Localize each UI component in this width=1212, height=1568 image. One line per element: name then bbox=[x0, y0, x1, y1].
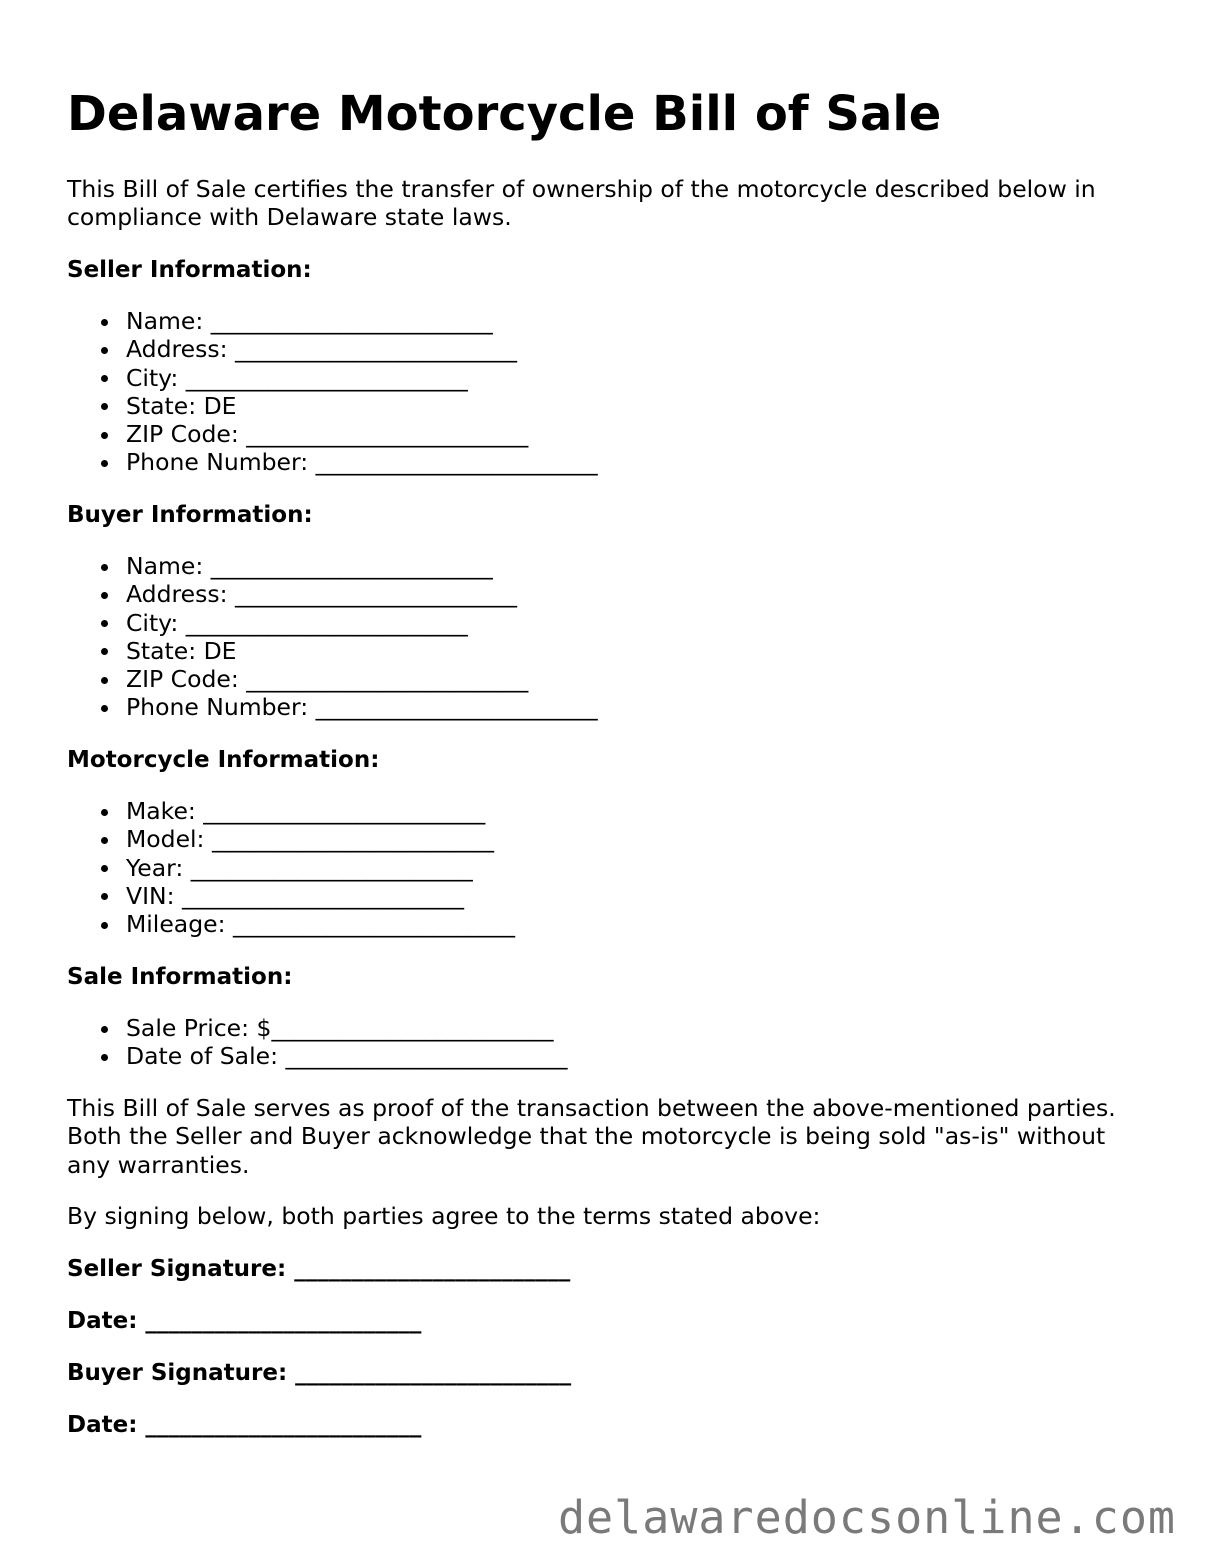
buyer-zip-field[interactable]: ZIP Code: ________________________ bbox=[67, 665, 598, 693]
buyer-info-heading: Buyer Information: bbox=[67, 502, 313, 528]
intro-paragraph: This Bill of Sale certifies the transfer of ownership of the motorcycle described below in compliance with Delaware state laws. bbox=[67, 175, 1096, 232]
seller-city-field[interactable]: City: ________________________ bbox=[67, 364, 598, 392]
seller-address-field[interactable]: Address: ________________________ bbox=[67, 335, 598, 363]
seller-info-heading: Seller Information: bbox=[67, 257, 312, 283]
sale-date-field[interactable]: Date of Sale: ________________________ bbox=[67, 1042, 567, 1070]
buyer-signature-line[interactable]: Buyer Signature: ________________________ bbox=[67, 1360, 572, 1386]
seller-zip-field[interactable]: ZIP Code: ________________________ bbox=[67, 420, 598, 448]
motorcycle-vin-field[interactable]: VIN: ________________________ bbox=[67, 882, 515, 910]
buyer-city-field[interactable]: City: ________________________ bbox=[67, 609, 598, 637]
seller-date-line[interactable]: Date: ________________________ bbox=[67, 1308, 422, 1334]
motorcycle-info-list bbox=[67, 797, 515, 938]
sale-info-heading: Sale Information: bbox=[67, 964, 293, 990]
motorcycle-model-field[interactable]: Model: ________________________ bbox=[67, 825, 515, 853]
buyer-state-field: State: DE bbox=[67, 637, 598, 665]
seller-info-list bbox=[67, 307, 598, 477]
statement-paragraph: This Bill of Sale serves as proof of the transaction between the above-mentioned parties. Both the Seller and Buyer acknowledge that the motorcycle is being sold "as-is" without any warranties. bbox=[67, 1094, 1116, 1179]
sale-price-field[interactable]: Sale Price: $________________________ bbox=[67, 1014, 567, 1042]
seller-phone-field[interactable]: Phone Number: ________________________ bbox=[67, 448, 598, 476]
page-title: Delaware Motorcycle Bill of Sale bbox=[67, 86, 942, 142]
watermark: delawaredocsonline.com bbox=[557, 1491, 1176, 1544]
agreement-paragraph: By signing below, both parties agree to the terms stated above: bbox=[67, 1202, 821, 1230]
buyer-info-list bbox=[67, 552, 598, 722]
seller-name-field[interactable]: Name: ________________________ bbox=[67, 307, 598, 335]
motorcycle-mileage-field[interactable]: Mileage: ________________________ bbox=[67, 910, 515, 938]
sale-info-list bbox=[67, 1014, 567, 1071]
seller-signature-line[interactable]: Seller Signature: ________________________ bbox=[67, 1256, 571, 1282]
motorcycle-year-field[interactable]: Year: ________________________ bbox=[67, 854, 515, 882]
buyer-name-field[interactable]: Name: ________________________ bbox=[67, 552, 598, 580]
buyer-phone-field[interactable]: Phone Number: ________________________ bbox=[67, 693, 598, 721]
buyer-address-field[interactable]: Address: ________________________ bbox=[67, 580, 598, 608]
buyer-date-line[interactable]: Date: ________________________ bbox=[67, 1412, 422, 1438]
motorcycle-make-field[interactable]: Make: ________________________ bbox=[67, 797, 515, 825]
motorcycle-info-heading: Motorcycle Information: bbox=[67, 747, 380, 773]
seller-state-field: State: DE bbox=[67, 392, 598, 420]
